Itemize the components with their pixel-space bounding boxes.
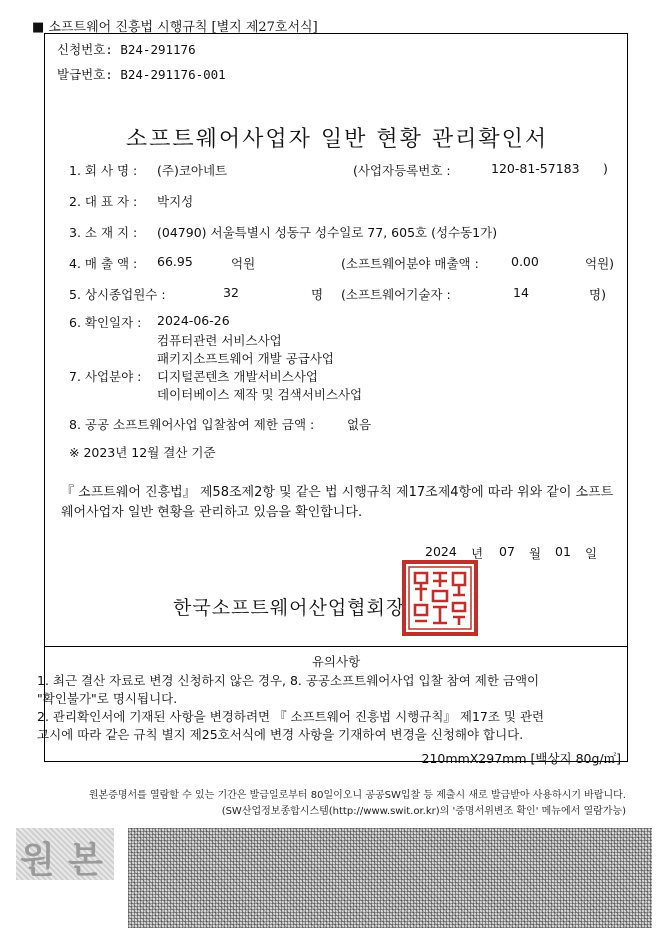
address-label: 3. 소 재 지 :	[69, 225, 138, 240]
employees-value: 32	[223, 285, 239, 300]
employees-label: 5. 상시종업원수 :	[69, 287, 166, 302]
application-number: 신청번호: B24-291176	[57, 42, 196, 57]
sw-sales-label: (소프트웨어분야 매출액 :	[341, 256, 479, 271]
notice-heading: 유의사항	[311, 654, 361, 669]
bizreg-close: )	[603, 161, 608, 176]
footer-line: (SW산업정보종합시스템(http://www.swit.or.kr)의 '증명서위변조 확인' 메뉴에서 열람가능)	[221, 806, 626, 817]
official-seal	[401, 559, 479, 637]
notice-line: 고시에 따라 같은 규칙 별지 제25호서식에 변경 사항을 기재하여 변경을 신청해야 합니다.	[37, 727, 524, 742]
issue-year: 2024	[425, 544, 457, 559]
organization-name: 한국소프트웨어산업협회장	[173, 597, 406, 619]
bizreg-value: 120-81-57183	[491, 161, 580, 176]
address-value: (04790) 서울특별시 성동구 성수일로 77, 605호 (성수동1가)	[157, 225, 498, 240]
form-label: ■ 소프트웨어 진흥법 시행규칙 [별지 제27호서식]	[32, 20, 318, 35]
ceo-label: 2. 대 표 자 :	[69, 194, 138, 209]
business-item: 컴퓨터관련 서비스사업	[157, 333, 282, 348]
business-item: 디지털콘텐츠 개발서비스사업	[157, 369, 318, 384]
business-item: 패키지소프트웨어 개발 공급사업	[157, 351, 334, 366]
notice-line: 2. 관리확인서에 기재된 사항을 변경하려면 『 소프트웨어 진흥법 시행규칙』 제17조 및 관련	[37, 709, 545, 724]
sales-unit: 억원	[231, 256, 256, 271]
watermark-char: 원	[20, 840, 55, 881]
sw-tech-unit: 명)	[589, 287, 606, 302]
bizreg-label: (사업자등록번호 :	[353, 163, 451, 178]
issue-month: 07	[499, 544, 515, 559]
employees-unit: 명	[311, 287, 324, 302]
day-unit: 일	[585, 546, 598, 561]
sw-sales-unit: 억원)	[585, 256, 615, 271]
confirm-date-value: 2024-06-26	[157, 313, 230, 328]
sw-tech-value: 14	[513, 285, 529, 300]
security-pattern	[128, 828, 652, 928]
basis-note: ※ 2023년 12월 결산 기준	[69, 445, 216, 460]
year-unit: 년	[471, 546, 484, 561]
sales-value: 66.95	[157, 254, 193, 269]
business-label: 7. 사업분야 :	[69, 369, 142, 384]
confirm-date-label: 6. 확인일자 :	[69, 315, 142, 330]
confirmation-statement: 『 소프트웨어 진흥법』 제58조제2항 및 같은 법 시행규칙 제17조제4항에 따라 위와 같이 소프트웨어사업자 일반 현황을 관리하고 있음을 확인합니다.	[61, 485, 614, 520]
business-item: 데이터베이스 제작 및 검색서비스사업	[157, 387, 363, 402]
notice-line: "확인불가"로 명시됩니다.	[37, 691, 178, 706]
original-watermark	[16, 828, 114, 880]
watermark-char: 본	[68, 840, 103, 881]
company-label: 1. 회 사 명 :	[69, 163, 138, 178]
paper-spec: 210mmX297mm [백상지 80g/㎡]	[421, 751, 621, 766]
month-unit: 월	[529, 546, 542, 561]
ceo-value: 박지성	[157, 194, 194, 209]
notice-section	[37, 646, 627, 766]
certificate-frame	[37, 33, 628, 766]
limit-label: 8. 공공 소프트웨어사업 입찰참여 제한 금액 :	[69, 417, 315, 432]
company-value: (주)코아네트	[157, 163, 228, 178]
footer-line: 원본증명서를 열람할 수 있는 기간은 발급일로부터 80일이오니 공공SW입찰 등 제출시 새로 발급받아 사용하시기 바랍니다.	[88, 790, 626, 801]
issue-number: 발급번호: B24-291176-001	[57, 67, 226, 82]
sw-tech-label: (소프트웨어기술자 :	[341, 287, 451, 302]
sales-label: 4. 매 출 액 :	[69, 256, 138, 271]
issue-day: 01	[555, 544, 571, 559]
document-title: 소프트웨어사업자 일반 현황 관리확인서	[125, 127, 549, 152]
notice-line: 1. 최근 결산 자료로 변경 신청하지 않은 경우, 8. 공공소프트웨어사업 입찰 참여 제한 금액이	[37, 673, 540, 688]
sw-sales-value: 0.00	[511, 254, 539, 269]
limit-value: 없음	[347, 417, 372, 432]
